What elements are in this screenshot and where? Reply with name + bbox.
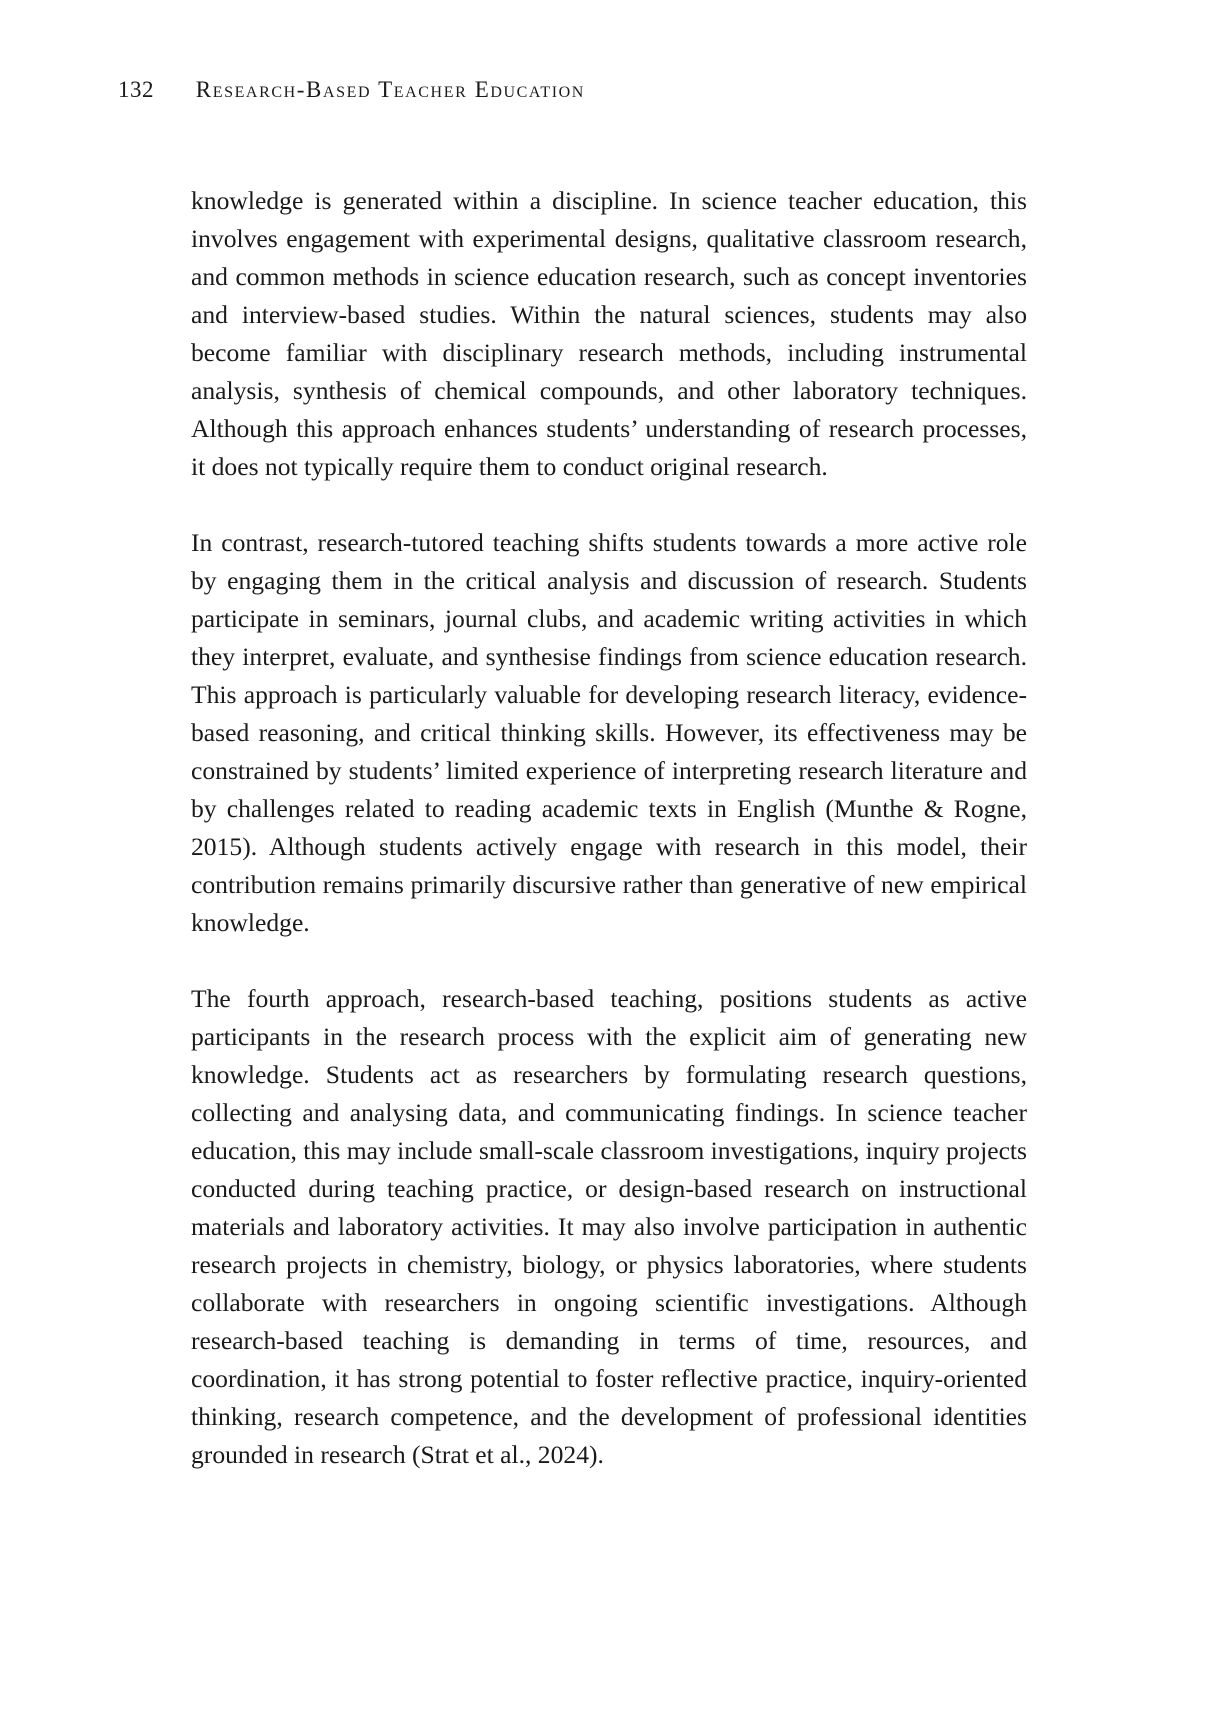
running-title: Research-Based Teacher Education (195, 77, 585, 102)
page-number: 132 (118, 77, 154, 102)
running-head (118, 72, 1093, 108)
paragraph: In contrast, research-tutored teaching shifts students towards a more active role by engaging them in the critical analysis and discussion of research. Students participate in seminars, journal clubs, and academic writing activities in which they interpret, evaluate, and synthesise findings from science education research. This approach is particularly valuable for developing research literacy, evidence-based reasoning, and critical thinking skills. However, its effectiveness may be constrained by students’ limited experience of interpreting research literature and by challenges related to reading academic texts in English (Munthe & Rogne, 2015). Although students actively engage with research in this model, their contribution remains primarily discursive rather than generative of new empirical knowledge. (191, 528, 1027, 937)
paragraph: The fourth approach, research-based teaching, positions students as active participants in the research process with the explicit aim of generating new knowledge. Students act as researchers by formulating research questions, collecting and analysing data, and communicating findings. In science teacher education, this may include small-scale classroom investigations, inquiry projects conducted during teaching practice, or design-based research on instructional materials and laboratory activities. It may also involve participation in authentic research projects in chemistry, biology, or physics laboratories, where students collaborate with researchers in ongoing scientific investigations. Although research-based teaching is demanding in terms of time, resources, and coordination, it has strong potential to foster reflective practice, inquiry-oriented thinking, research competence, and the development of professional identities grounded in research (Strat et al., 2024). (191, 984, 1027, 1469)
body-text (191, 182, 1027, 1474)
paragraph: knowledge is generated within a discipline. In science teacher education, this involves engagement with experimental designs, qualitative classroom research, and common methods in science education research, such as concept inventories and interview-based studies. Within the natural sciences, students may also become familiar with disciplinary research methods, including instrumental analysis, synthesis of chemical compounds, and other laboratory techniques. Although this approach enhances students’ understanding of research processes, it does not typically require them to conduct original research. (191, 186, 1027, 481)
